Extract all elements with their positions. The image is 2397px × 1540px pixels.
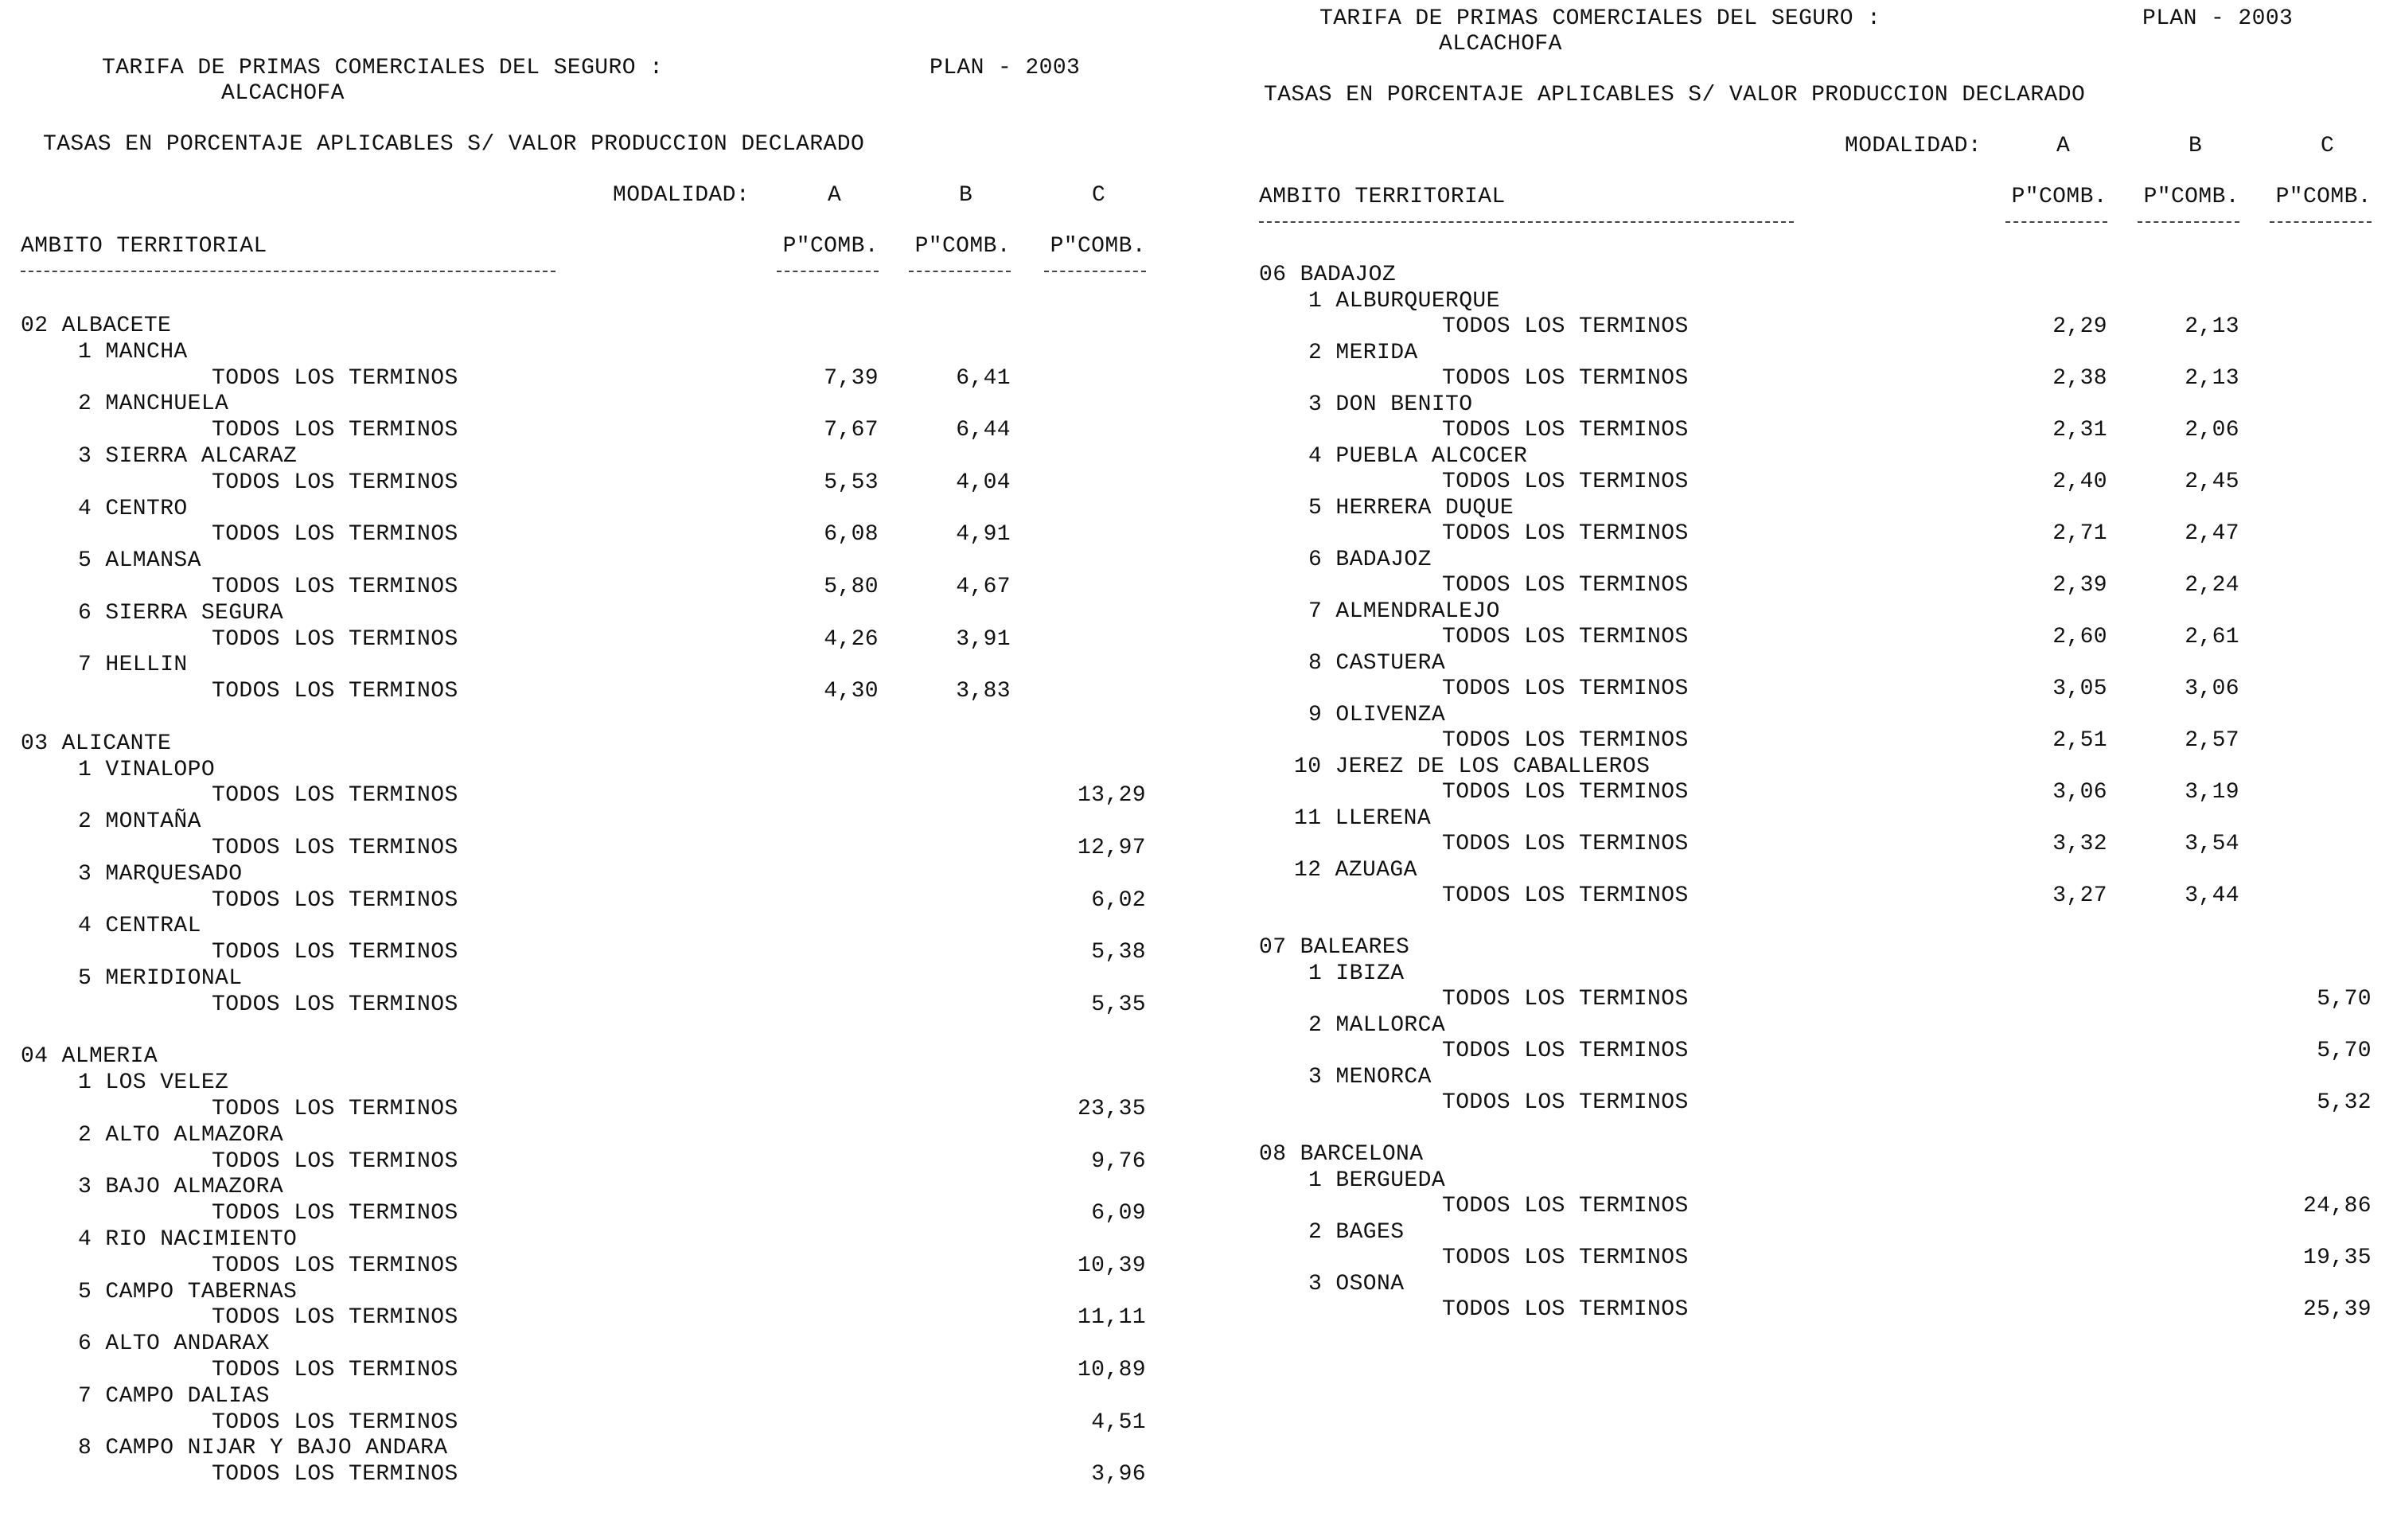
- term-label: TODOS LOS TERMINOS: [212, 783, 458, 809]
- comarca-name: 5 ALMANSA: [78, 548, 201, 574]
- comarca-name: 6 ALTO ANDARAX: [78, 1331, 270, 1357]
- term-label: TODOS LOS TERMINOS: [212, 887, 458, 913]
- doc-title: TARIFA DE PRIMAS COMERCIALES DEL SEGURO :: [1319, 6, 1881, 31]
- comarca-name: 3 SIERRA ALCARAZ: [78, 444, 298, 469]
- term-label: TODOS LOS TERMINOS: [212, 1409, 458, 1435]
- rate-b: 3,54: [2185, 832, 2239, 856]
- comarca-name: 2 MALLORCA: [1308, 1012, 1446, 1038]
- term-label: TODOS LOS TERMINOS: [212, 1305, 458, 1331]
- rate-a: 2,29: [2052, 314, 2107, 339]
- term-label: TODOS LOS TERMINOS: [1442, 418, 1689, 443]
- rate-c: 5,70: [2317, 987, 2372, 1012]
- rate-c: 5,35: [1091, 992, 1146, 1017]
- rate-a: 3,27: [2052, 883, 2107, 908]
- term-label: TODOS LOS TERMINOS: [1442, 366, 1689, 391]
- col-b-separator: [2138, 221, 2239, 223]
- province-name: 03 ALICANTE: [21, 731, 172, 756]
- modalidad-b: B: [2188, 134, 2203, 158]
- doc-subtitle: TASAS EN PORCENTAJE APLICABLES S/ VALOR PRODUCCION DECLARADO: [43, 132, 865, 157]
- comarca-name: 6 BADAJOZ: [1308, 547, 1432, 572]
- crop-name: ALCACHOFA: [221, 81, 345, 106]
- rate-a: 4,26: [824, 626, 879, 652]
- modalidad-a: A: [828, 183, 842, 208]
- rate-c: 11,11: [1077, 1305, 1146, 1331]
- term-label: TODOS LOS TERMINOS: [212, 470, 458, 495]
- rate-b: 2,24: [2185, 573, 2239, 598]
- rate-c: 6,09: [1091, 1201, 1146, 1226]
- page-left: [0, 0, 1198, 1540]
- rate-c: 5,70: [2317, 1039, 2372, 1063]
- comarca-name: 8 CAMPO NIJAR Y BAJO ANDARA: [78, 1436, 448, 1461]
- rate-c: 23,35: [1077, 1097, 1146, 1121]
- doc-title: TARIFA DE PRIMAS COMERCIALES DEL SEGURO :: [102, 56, 664, 80]
- comarca-name: 5 HERRERA DUQUE: [1308, 495, 1514, 520]
- rate-b: 2,61: [2185, 625, 2239, 649]
- rate-c: 5,32: [2317, 1090, 2372, 1115]
- province-name: 08 BARCELONA: [1259, 1142, 1424, 1167]
- term-label: TODOS LOS TERMINOS: [212, 626, 458, 652]
- rate-a: 2,51: [2052, 728, 2107, 753]
- term-label: TODOS LOS TERMINOS: [212, 1201, 458, 1226]
- rate-a: 5,53: [824, 470, 879, 495]
- col-c-separator: [1044, 271, 1146, 272]
- comarca-name: 4 CENTRO: [78, 496, 188, 521]
- col-header-c: P"COMB.: [1050, 234, 1146, 259]
- rate-b: 2,06: [2185, 418, 2239, 443]
- rate-a: 3,05: [2052, 676, 2107, 701]
- rate-c: 6,02: [1091, 887, 1146, 913]
- term-label: TODOS LOS TERMINOS: [1442, 1090, 1689, 1115]
- rate-c: 10,89: [1077, 1358, 1146, 1382]
- ambito-separator: [21, 271, 555, 272]
- comarca-name: 8 CASTUERA: [1308, 650, 1446, 676]
- col-c-separator: [2270, 221, 2372, 223]
- rate-c: 4,51: [1091, 1409, 1146, 1435]
- rate-a: 2,38: [2052, 366, 2107, 391]
- term-label: TODOS LOS TERMINOS: [1442, 728, 1689, 753]
- ambito-separator: [1259, 221, 1794, 223]
- col-header-a: P"COMB.: [782, 234, 879, 259]
- term-label: TODOS LOS TERMINOS: [1442, 987, 1689, 1012]
- comarca-name: 5 CAMPO TABERNAS: [78, 1279, 298, 1304]
- rate-a: 2,39: [2052, 573, 2107, 598]
- term-label: TODOS LOS TERMINOS: [212, 1148, 458, 1174]
- term-label: TODOS LOS TERMINOS: [212, 575, 458, 599]
- term-label: TODOS LOS TERMINOS: [1442, 1246, 1689, 1270]
- col-header-c: P"COMB.: [2275, 185, 2372, 209]
- rate-a: 2,71: [2052, 521, 2107, 546]
- term-label: TODOS LOS TERMINOS: [212, 1097, 458, 1121]
- rate-c: 24,86: [2302, 1194, 2372, 1218]
- rate-a: 2,60: [2052, 625, 2107, 649]
- term-label: TODOS LOS TERMINOS: [1442, 573, 1689, 598]
- comarca-name: 3 BAJO ALMAZORA: [78, 1175, 284, 1200]
- comarca-name: 1 IBIZA: [1308, 961, 1405, 986]
- rate-b: 4,91: [956, 522, 1011, 548]
- province-name: 07 BALEARES: [1259, 935, 1410, 960]
- rate-c: 9,76: [1091, 1148, 1146, 1174]
- rate-c: 25,39: [2302, 1297, 2372, 1322]
- term-label: TODOS LOS TERMINOS: [1442, 1039, 1689, 1063]
- comarca-name: 4 CENTRAL: [78, 914, 201, 939]
- plan-label: PLAN - 2003: [2142, 6, 2294, 31]
- page-right: [1198, 0, 2397, 1540]
- comarca-name: 12 AZUAGA: [1294, 857, 1417, 883]
- rate-b: 2,57: [2185, 728, 2239, 753]
- comarca-name: 2 MANCHUELA: [78, 392, 229, 417]
- rate-b: 3,91: [956, 626, 1011, 652]
- comarca-name: 3 MARQUESADO: [78, 861, 243, 887]
- term-label: TODOS LOS TERMINOS: [1442, 676, 1689, 701]
- rate-c: 13,29: [1077, 783, 1146, 809]
- comarca-name: 6 SIERRA SEGURA: [78, 600, 284, 626]
- term-label: TODOS LOS TERMINOS: [212, 992, 458, 1017]
- comarca-name: 2 MONTAÑA: [78, 809, 201, 835]
- comarca-name: 10 JEREZ DE LOS CABALLEROS: [1294, 754, 1651, 779]
- modalidad-c: C: [1092, 183, 1106, 208]
- col-header-b: P"COMB.: [2143, 185, 2239, 209]
- province-name: 04 ALMERIA: [21, 1044, 158, 1070]
- rate-c: 3,96: [1091, 1462, 1146, 1487]
- rate-a: 3,06: [2052, 780, 2107, 805]
- rate-a: 3,32: [2052, 832, 2107, 856]
- col-header-a: P"COMB.: [2011, 185, 2107, 209]
- rate-a: 4,30: [824, 679, 879, 704]
- comarca-name: 9 OLIVENZA: [1308, 702, 1446, 727]
- comarca-name: 2 MERIDA: [1308, 340, 1418, 365]
- comarca-name: 7 HELLIN: [78, 653, 188, 678]
- province-name: 06 BADAJOZ: [1259, 263, 1397, 287]
- rate-b: 6,44: [956, 418, 1011, 443]
- term-label: TODOS LOS TERMINOS: [1442, 521, 1689, 546]
- term-label: TODOS LOS TERMINOS: [1442, 883, 1689, 908]
- modalidad-label: MODALIDAD:: [1845, 134, 1982, 158]
- modalidad-label: MODALIDAD:: [613, 183, 750, 208]
- comarca-name: 4 RIO NACIMIENTO: [78, 1227, 298, 1252]
- rate-b: 2,45: [2185, 470, 2239, 494]
- rate-a: 6,08: [824, 522, 879, 548]
- rate-b: 2,13: [2185, 314, 2239, 339]
- term-label: TODOS LOS TERMINOS: [212, 365, 458, 391]
- rate-b: 4,67: [956, 575, 1011, 599]
- comarca-name: 2 BAGES: [1308, 1219, 1405, 1245]
- rate-b: 6,41: [956, 365, 1011, 391]
- rate-a: 7,67: [824, 418, 879, 443]
- rate-b: 2,13: [2185, 366, 2239, 391]
- term-label: TODOS LOS TERMINOS: [212, 1253, 458, 1278]
- col-header-b: P"COMB.: [914, 234, 1011, 259]
- plan-label: PLAN - 2003: [930, 56, 1081, 80]
- term-label: TODOS LOS TERMINOS: [212, 418, 458, 443]
- comarca-name: 11 LLERENA: [1294, 805, 1432, 831]
- term-label: TODOS LOS TERMINOS: [212, 679, 458, 704]
- rate-c: 5,38: [1091, 940, 1146, 965]
- rate-b: 4,04: [956, 470, 1011, 495]
- term-label: TODOS LOS TERMINOS: [1442, 470, 1689, 494]
- rate-c: 19,35: [2302, 1246, 2372, 1270]
- comarca-name: 5 MERIDIONAL: [78, 966, 243, 991]
- comarca-name: 7 ALMENDRALEJO: [1308, 598, 1500, 624]
- col-a-separator: [777, 271, 879, 272]
- col-b-separator: [909, 271, 1011, 272]
- rate-b: 3,06: [2185, 676, 2239, 701]
- comarca-name: 3 MENORCA: [1308, 1064, 1432, 1090]
- term-label: TODOS LOS TERMINOS: [212, 1462, 458, 1487]
- term-label: TODOS LOS TERMINOS: [1442, 1297, 1689, 1322]
- rate-b: 3,83: [956, 679, 1011, 704]
- comarca-name: 1 BERGUEDA: [1308, 1168, 1446, 1193]
- term-label: TODOS LOS TERMINOS: [212, 940, 458, 965]
- term-label: TODOS LOS TERMINOS: [212, 836, 458, 860]
- col-a-separator: [2005, 221, 2107, 223]
- term-label: TODOS LOS TERMINOS: [1442, 780, 1689, 805]
- rate-a: 2,31: [2052, 418, 2107, 443]
- term-label: TODOS LOS TERMINOS: [212, 522, 458, 548]
- comarca-name: 4 PUEBLA ALCOCER: [1308, 443, 1528, 469]
- term-label: TODOS LOS TERMINOS: [212, 1358, 458, 1382]
- rate-c: 10,39: [1077, 1253, 1146, 1278]
- comarca-name: 1 ALBURQUERQUE: [1308, 288, 1500, 314]
- ambito-header: AMBITO TERRITORIAL: [21, 234, 267, 259]
- comarca-name: 1 LOS VELEZ: [78, 1070, 229, 1096]
- comarca-name: 1 VINALOPO: [78, 757, 216, 782]
- term-label: TODOS LOS TERMINOS: [1442, 625, 1689, 649]
- doc-subtitle: TASAS EN PORCENTAJE APLICABLES S/ VALOR PRODUCCION DECLARADO: [1264, 83, 2086, 107]
- rate-b: 3,19: [2185, 780, 2239, 805]
- rate-b: 2,47: [2185, 521, 2239, 546]
- rate-a: 7,39: [824, 365, 879, 391]
- term-label: TODOS LOS TERMINOS: [1442, 1194, 1689, 1218]
- modalidad-a: A: [2056, 134, 2071, 158]
- comarca-name: 3 OSONA: [1308, 1271, 1405, 1296]
- rate-b: 3,44: [2185, 883, 2239, 908]
- rate-a: 5,80: [824, 575, 879, 599]
- crop-name: ALCACHOFA: [1439, 32, 1562, 57]
- comarca-name: 7 CAMPO DALIAS: [78, 1383, 270, 1409]
- modalidad-b: B: [959, 183, 973, 208]
- rate-a: 2,40: [2052, 470, 2107, 494]
- comarca-name: 1 MANCHA: [78, 339, 188, 365]
- comarca-name: 2 ALTO ALMAZORA: [78, 1122, 284, 1148]
- term-label: TODOS LOS TERMINOS: [1442, 832, 1689, 856]
- comarca-name: 3 DON BENITO: [1308, 392, 1473, 417]
- province-name: 02 ALBACETE: [21, 314, 172, 338]
- modalidad-c: C: [2321, 134, 2335, 158]
- term-label: TODOS LOS TERMINOS: [1442, 314, 1689, 339]
- rate-c: 12,97: [1077, 836, 1146, 860]
- ambito-header: AMBITO TERRITORIAL: [1259, 185, 1506, 209]
